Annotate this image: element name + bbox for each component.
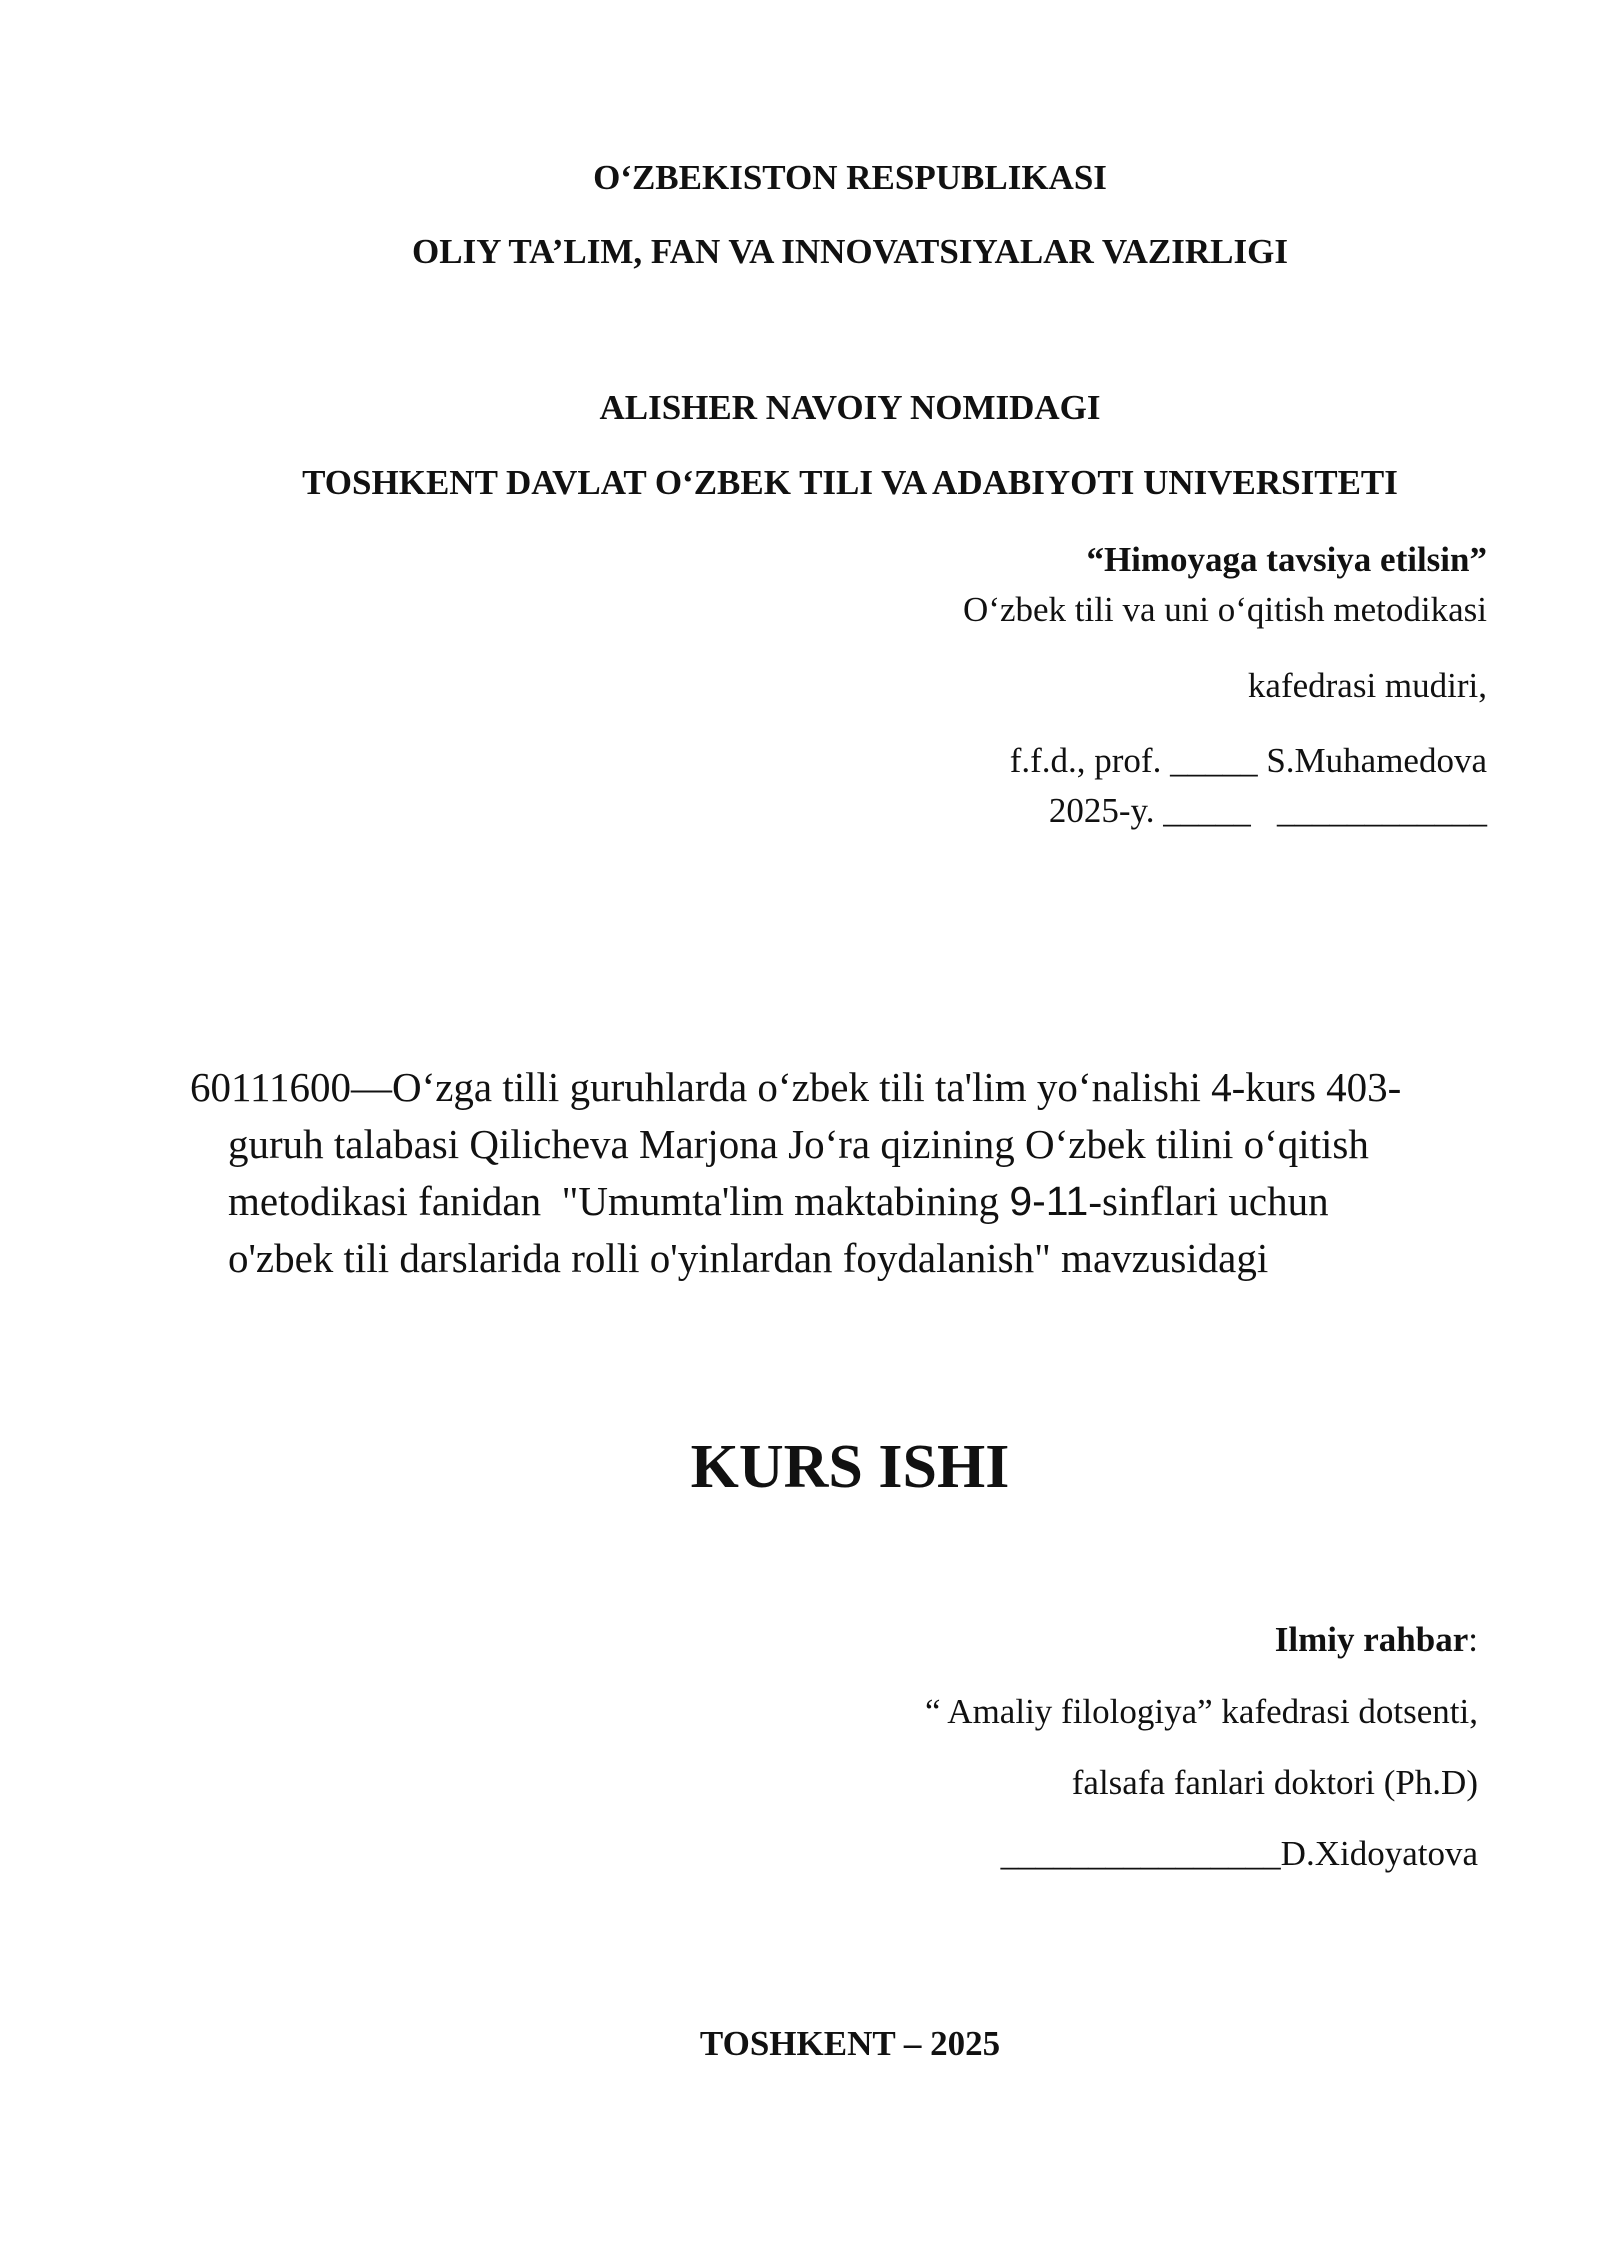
topic-line-1: 60111600—O‘zga tilli guruhlarda o‘zbek tili ta'lim yo‘nalishi 4-kurs 403-: [190, 1064, 1402, 1110]
supervisor-degree: falsafa fanlari doktori (Ph.D): [1071, 1763, 1478, 1802]
supervisor-label-line: [1275, 1620, 1478, 1660]
republic-heading: O‘ZBEKISTON RESPUBLIKASI: [593, 158, 1107, 197]
topic-line-3-start: metodikasi fanidan "Umumta'lim maktabining: [228, 1178, 1010, 1224]
approval-heading: “Himoyaga tavsiya etilsin”: [1086, 540, 1487, 579]
approval-position: kafedrasi mudiri,: [1247, 666, 1487, 705]
supervisor-signature-line: ________________D.Xidoyatova: [1000, 1834, 1478, 1873]
document-type-title: KURS ISHI: [690, 1433, 1010, 1501]
university-heading: TOSHKENT DAVLAT O‘ZBEK TILI VA ADABIYOTI UNIVERSITETI: [302, 463, 1398, 502]
topic-grade-range: 9-11: [1009, 1178, 1089, 1224]
city-year-footer: TOSHKENT – 2025: [699, 2024, 1001, 2063]
supervisor-colon: :: [1468, 1620, 1478, 1659]
topic-line-3-end: -sinflari uchun: [1088, 1178, 1329, 1224]
ministry-heading: OLIY TA’LIM, FAN VA INNOVATSIYALAR VAZIRLIGI: [412, 232, 1288, 271]
supervisor-department: “ Amaliy filologiya” kafedrasi dotsenti,: [924, 1692, 1478, 1731]
approval-date-line: 2025-y. _____ ____________: [1048, 791, 1487, 830]
approval-department: O‘zbek tili va uni o‘qitish metodikasi: [963, 590, 1487, 629]
topic-line-2: guruh talabasi Qilicheva Marjona Jo‘ra qizining O‘zbek tilini o‘qitish: [228, 1121, 1369, 1167]
supervisor-label: Ilmiy rahbar: [1274, 1620, 1469, 1659]
topic-line-4: o'zbek tili darslarida rolli o'yinlardan foydalanish" mavzusidagi: [228, 1235, 1269, 1281]
named-after-heading: ALISHER NAVOIY NOMIDAGI: [599, 388, 1101, 427]
approval-signature-line: f.f.d., prof. _____ S.Muhamedova: [1009, 741, 1487, 780]
